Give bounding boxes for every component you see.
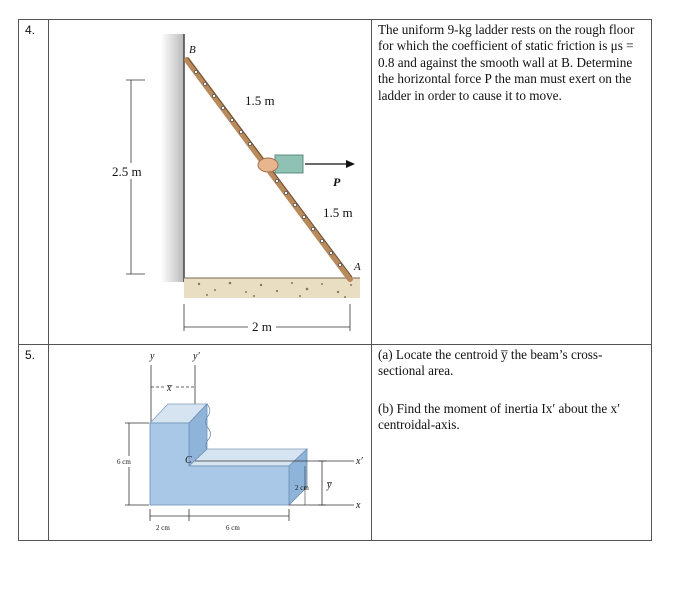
beam-top-face-flange — [189, 449, 307, 466]
problem-text-cell — [372, 20, 652, 345]
problem-number: 4. — [25, 23, 36, 37]
beam-figure — [49, 345, 371, 535]
problem-number: 5. — [25, 348, 36, 362]
axis-y-label: y — [150, 351, 155, 362]
centroid-label: C — [185, 455, 192, 466]
problem-row — [19, 20, 652, 345]
problems-table — [18, 19, 652, 541]
ladder-figure — [49, 20, 371, 339]
wall — [161, 34, 184, 282]
axis-y-prime-label: y′ — [193, 351, 200, 362]
ladder-figure-cell — [49, 20, 372, 345]
hand — [258, 158, 278, 172]
part-b-statement: (b) Find the moment of inertia Ix′ about the x′ centroidal-axis. — [378, 400, 620, 433]
length-lower-label: 1.5 m — [323, 205, 353, 220]
label-b: B — [189, 44, 196, 56]
problem-text-cell — [372, 345, 652, 541]
floor — [184, 278, 360, 298]
width-dim-label: 6 cm — [226, 524, 240, 532]
problem-number-cell — [19, 20, 49, 345]
label-p: P — [333, 175, 341, 189]
spacer — [372, 380, 651, 399]
flange-dim-label: 2 cm — [295, 484, 309, 492]
base-dim-label: 2 m — [252, 319, 272, 334]
force-arrow-head — [346, 160, 355, 168]
height-dim-label: 6 cm — [117, 458, 131, 466]
axis-x-prime-label: x′ — [356, 456, 363, 467]
y-bar-label: y̅ — [327, 480, 332, 491]
sleeve — [275, 155, 303, 173]
beam-figure-cell — [49, 345, 372, 541]
problem-number-cell — [19, 345, 49, 541]
axis-x-label: x — [356, 500, 361, 511]
web-dim-label: 2 cm — [156, 524, 170, 532]
length-upper-label: 1.5 m — [245, 93, 275, 108]
problem-row — [19, 345, 652, 541]
x-bar-label: x̅ — [167, 383, 172, 394]
height-dim-label: 2.5 m — [112, 164, 142, 179]
part-a-statement: (a) Locate the centroid y̅ the beam’s cross-sectional area. — [378, 347, 603, 379]
problem-statement: The uniform 9-kg ladder rests on the rough floor for which the coefficient of static friction is μs = 0.8 and against the smooth wall at B. Determine the horizontal force P the man must exert on the ladder in order to cause it to move. — [378, 22, 635, 103]
label-a: A — [354, 261, 361, 273]
